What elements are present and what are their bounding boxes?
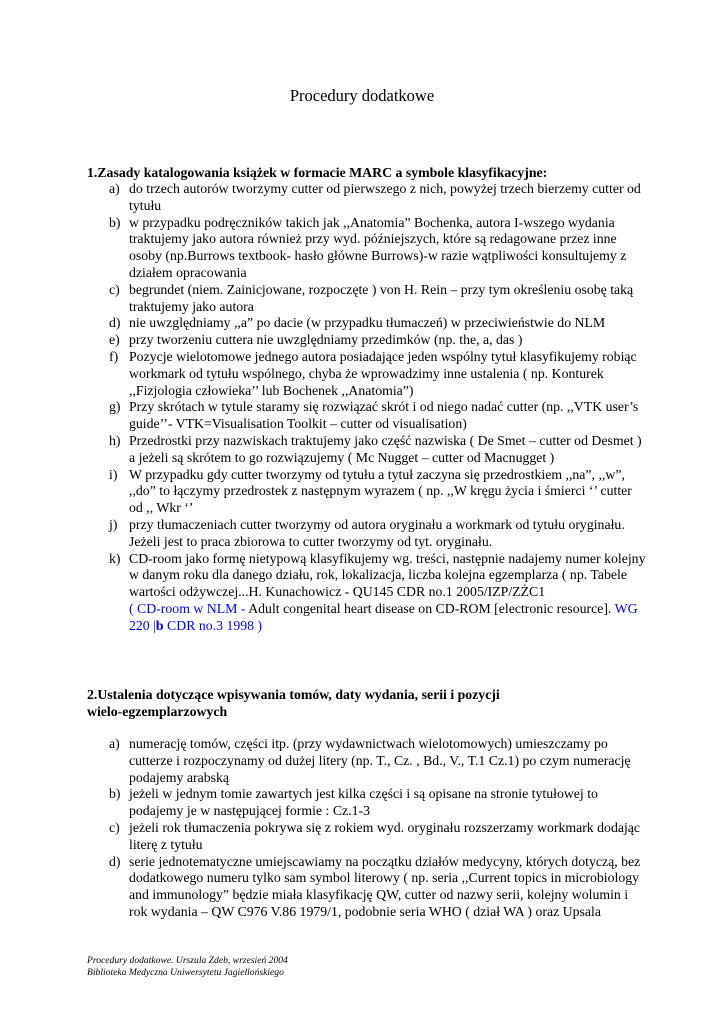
item-label: j): [109, 516, 118, 532]
cd-room-example-prefix: ( CD-room w NLM -: [129, 600, 249, 616]
list-item: [87, 517, 647, 551]
list-item: [87, 736, 647, 786]
list-item: [87, 349, 647, 399]
list-item: [87, 467, 647, 517]
list-item: [87, 181, 647, 215]
section-1-list: [87, 181, 647, 635]
item-text: Pozycje wielotomowe jednego autora posiadające jeden wspólny tytuł klasyfikujemy robiąc workmark od tytułu wspólnego, chyba że wprowadzimy inne ustalenia ( np. Konturek ,,Fizjologia człowieka’’ lub Bochenek ,,Anatomia”): [129, 348, 637, 398]
item-label: i): [109, 466, 118, 482]
item-text: przy tworzeniu cuttera nie uwzględniamy przedimków (np. the, a, das ): [129, 332, 523, 348]
item-label: d): [109, 315, 121, 331]
list-item: [87, 315, 647, 332]
section-1-heading: 1.Zasady katalogowania książek w formacie MARC a symbole klasyfikacyjne:: [87, 165, 548, 180]
item-label: c): [109, 819, 120, 835]
item-text: CD-room jako formę nietypową klasyfikujemy wg. treści, następnie nadajemy numer kolejny w danym roku dla danego działu, rok, lokalizacja, liczba kolejna egzemplarza ( np. Tabele wartości odżywczej...H. Kunachowicz - QU145 CDR no.1 2005/IZP/ZŻC1: [129, 550, 646, 600]
item-label: d): [109, 853, 121, 869]
page-footer: [87, 955, 288, 979]
item-label: a): [109, 181, 120, 196]
item-text: do trzech autorów tworzymy cutter od pierwszego z nich, powyżej trzech bierzemy cutter od tytułu: [129, 181, 641, 213]
list-item: [87, 332, 647, 349]
cd-room-example-title: Adult congenital heart disease on CD-ROM [electronic resource].: [248, 600, 615, 616]
item-label: f): [109, 348, 119, 364]
item-label: e): [109, 332, 120, 348]
section-2-heading-line-1: 2.Ustalenia dotyczące wpisywania tomów, daty wydania, serii i pozycji: [87, 687, 500, 702]
footer-line-2: Biblioteka Medyczna Uniwersytetu Jagiellońskiego: [87, 967, 284, 978]
list-item: [87, 854, 647, 921]
item-label: a): [109, 736, 120, 751]
page-title: Procedury dodatkowe: [289, 86, 435, 105]
item-label: k): [109, 550, 121, 566]
list-item: [87, 433, 647, 467]
item-text: serie jednotematyczne umiejscawiamy na początku działów medycyny, których dotyczą, bez dodatkowego numeru tylko sam symbol literowy ( np. seria ,,Current topics in microbiology and immunology” będzie miała klasyfikację QW, cutter od nazwy serii, kolejny wolumin i rok wydania – QW C976 V.86 1979/1, podobnie seria WHO ( dział WA ) oraz Upsala: [129, 853, 641, 919]
list-item: [87, 399, 647, 433]
section-2-list: [87, 736, 647, 921]
list-item: [87, 215, 647, 282]
item-label: b): [109, 786, 121, 802]
item-label: b): [109, 214, 121, 230]
cd-room-example-callno: WG 220 |: [129, 600, 638, 633]
item-text: przy tłumaczeniach cutter tworzymy od autora oryginału a workmark od tytułu oryginału. Jeżeli jest to praca zbiorowa to cutter tworzymy od tyt. oryginału.: [129, 516, 625, 549]
item-text: numerację tomów, części itp. (przy wydawnictwach wielotomowych) umieszczamy po cutterze i rozpoczynamy od dużej litery (np. T., Cz. , Bd., V., T.1 Cz.1) po czym numerację podajemy arabską: [129, 736, 631, 785]
list-item: [87, 786, 647, 820]
list-item: [87, 820, 647, 854]
list-item: [87, 551, 647, 635]
item-text: w przypadku podręczników takich jak ,,Anatomia” Bochenka, autora I-wszego wydania traktujemy jako autora również przy wyd. późniejszych, które są redagowane przez inne osoby (np.Burrows textbook- hasło główne Burrows)-w razie wątpliwości konsultujemy z działem opracowania: [129, 214, 627, 280]
item-text: begrundet (niem. Zainicjowane, rozpoczęte ) von H. Rein – przy tym określeniu osobę taką traktujemy jako autora: [129, 281, 634, 314]
item-label: h): [109, 432, 121, 448]
item-text: jeżeli w jednym tomie zawartych jest kilka części i są opisane na stronie tytułowej to podajemy je w następującej formie : Cz.1-3: [129, 786, 598, 819]
cd-room-example-subfield: b: [155, 617, 164, 633]
cd-room-example-suffix: CDR no.3 1998 ): [163, 617, 263, 633]
item-text: W przypadku gdy cutter tworzymy od tytułu a tytuł zaczyna się przedrostkiem ,,na”, ,,w”, ,,do” to łączymy przedrostek z następnym wyrazem ( np. ,,W kręgu życia i śmierci ‘’ cutter od ,, Wkr ‘’: [129, 466, 632, 516]
item-text: Przy skrótach w tytule staramy się rozwiązać skrót i od niego nadać cutter (np. ,,VTK user’s guide’’- VTK=Visualisation Toolkit – cutter od visualisation): [129, 399, 639, 432]
section-2-heading-line-2: wielo-egzemplarzowych: [87, 704, 228, 719]
list-item: [87, 282, 647, 316]
item-text: jeżeli rok tłumaczenia pokrywa się z rokiem wyd. oryginału rozszerzamy workmark dodając literę z tytułu: [129, 819, 641, 852]
item-text: nie uwzględniamy ,,a” po dacie (w przypadku tłumaczeń) w przeciwieństwie do NLM: [129, 315, 606, 331]
item-label: c): [109, 281, 120, 297]
footer-line-1: Procedury dodatkowe. Urszula Zdeb, wrzesień 2004: [87, 955, 288, 966]
item-text: Przedrostki przy nazwiskach traktujemy jako część nazwiska ( De Smet – cutter od Desmet ) a jeżeli są skrótem to go rozwiązujemy ( Mc Nugget – cutter od Macnugget ): [129, 432, 642, 465]
item-label: g): [109, 399, 121, 415]
section-2-heading: [87, 686, 647, 720]
